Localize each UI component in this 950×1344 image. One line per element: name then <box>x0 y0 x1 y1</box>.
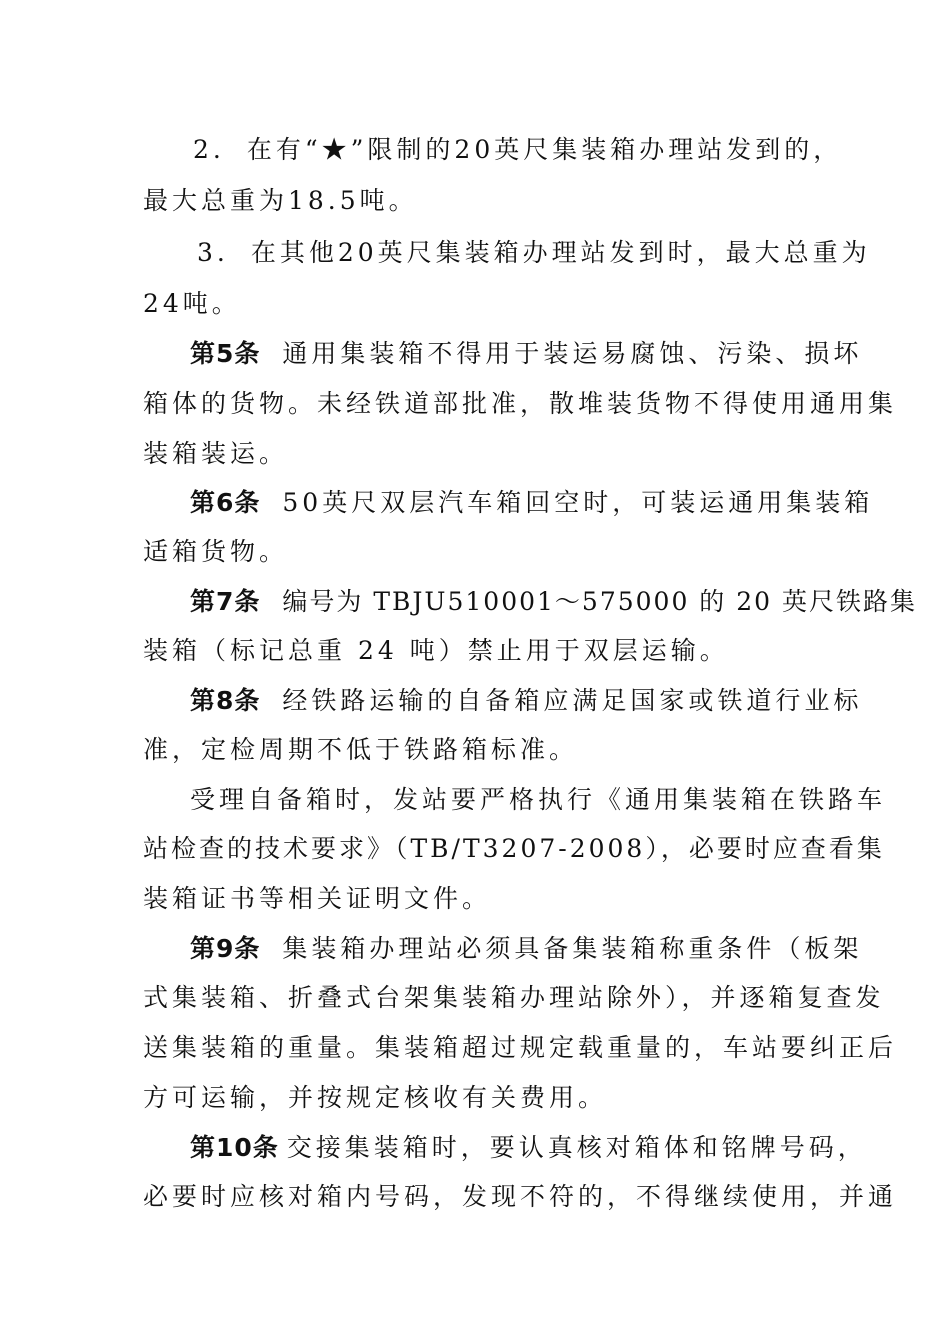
article-9-line-1 <box>190 932 862 966</box>
item-number: 3. <box>197 238 229 267</box>
article-9-line-3: 送集装箱的重量。集装箱超过规定载重量的，车站要纠正后 <box>143 1033 898 1062</box>
article-label: 第7条 <box>190 587 261 616</box>
article-8-line-2: 准，定检周期不低于铁路箱标准。 <box>143 735 579 764</box>
article-6-line-2: 适箱货物。 <box>143 537 289 566</box>
article-label: 第5条 <box>190 339 261 368</box>
paragraph-2-line-2: 最大总重为18.5吨。 <box>143 186 418 215</box>
self-owned-box-line-1: 受理自备箱时，发站要严格执行《通用集装箱在铁路车 <box>190 785 887 814</box>
paragraph-text: 交接集装箱时，要认真核对箱体和铭牌号码， <box>286 1133 867 1162</box>
article-5-line-2: 箱体的货物。未经铁道部批准，散堆装货物不得使用通用集 <box>143 389 898 418</box>
paragraph-text: 50英尺双层汽车箱回空时，可装运通用集装箱 <box>282 488 874 517</box>
article-7-line-2: 装箱（标记总重 24 吨）禁止用于双层运输。 <box>143 636 729 665</box>
article-5-line-3: 装箱装运。 <box>143 439 289 468</box>
paragraph-text: 经铁路运输的自备箱应满足国家或铁道行业标 <box>282 686 863 715</box>
paragraph-3-line-2: 24吨。 <box>143 289 241 318</box>
article-label: 第9条 <box>190 934 261 963</box>
article-10-line-2: 必要时应核对箱内号码，发现不符的，不得继续使用，并通 <box>143 1182 898 1211</box>
article-8-line-1 <box>190 684 862 718</box>
article-10-line-1 <box>190 1131 867 1165</box>
paragraph-text: 通用集装箱不得用于装运易腐蚀、污染、损坏 <box>282 339 863 368</box>
paragraph-3-line-1 <box>197 236 871 270</box>
article-6-line-1 <box>190 486 873 520</box>
paragraph-text: 集装箱办理站必须具备集装箱称重条件（板架 <box>282 934 863 963</box>
article-label: 第6条 <box>190 488 261 517</box>
paragraph-text: 编号为 TBJU510001～575000 的 20 英尺铁路集 <box>282 587 918 616</box>
article-9-line-4: 方可运输，并按规定核收有关费用。 <box>143 1083 608 1112</box>
self-owned-box-line-2: 站检查的技术要求》（TB/T3207-2008），必要时应查看集 <box>143 834 885 863</box>
article-label: 第10条 <box>190 1133 279 1162</box>
article-5-line-1 <box>190 337 862 371</box>
article-7-line-1 <box>190 585 917 619</box>
article-9-line-2: 式集装箱、折叠式台架集装箱办理站除外），并逐箱复查发 <box>143 983 885 1012</box>
paragraph-2-line-1 <box>193 133 842 167</box>
paragraph-text: 在其他20英尺集装箱办理站发到时，最大总重为 <box>250 238 871 267</box>
article-label: 第8条 <box>190 686 261 715</box>
self-owned-box-line-3: 装箱证书等相关证明文件。 <box>143 884 492 913</box>
paragraph-text: 在有“★”限制的20英尺集装箱办理站发到的， <box>246 135 843 164</box>
item-number: 2. <box>193 135 225 164</box>
